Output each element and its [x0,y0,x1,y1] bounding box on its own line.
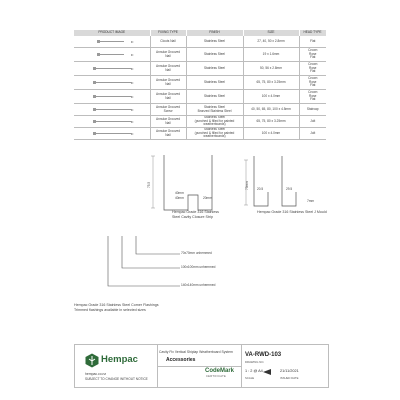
page-subtitle: Accessories [166,357,196,363]
codemark-sub: CERTIFICATE [206,375,227,378]
annular-nail-icon [90,53,134,57]
header-product-image: PRODUCT IMAGE [74,30,150,36]
issued-date-label: ISSUED DATE [280,376,299,380]
issued-date: 21/11/2021 [280,369,299,373]
table-row [74,62,326,76]
system-name: Cavity Fix Vertical Shiplap Weatherboard System [159,350,233,354]
head-cell: Flat [299,36,326,48]
product-image-cell [74,128,150,140]
finish-cell: Stainless Steel Bronzed Stainless Steel [186,104,243,116]
header-fixing-type: FIXING TYPE [150,30,186,36]
jolt-nail-icon [90,132,134,136]
j-mould-drawing [242,150,322,215]
flashing-label-100: 100x100mm unhemmed [181,265,216,269]
fixing-cell: Annular Grooved Screw [150,104,186,116]
fixing-cell: Annular Grooved Nail [150,116,186,128]
head-cell: Staircap [299,104,326,116]
jolt-nail-icon [90,120,134,124]
cavity-dim-height: 75.5 [147,181,151,188]
fixing-cell: Annular Grooved Nail [150,90,186,104]
size-cell: 19 x 1.6mm [243,48,299,62]
header-finish: FINISH [186,30,243,36]
product-image-cell [74,62,150,76]
finish-cell: Stainless Steel [186,36,243,48]
cavity-dim-a: 40mm [175,191,184,195]
product-image-cell [74,48,150,62]
table-row [74,90,326,104]
hempac-logo-icon [85,353,99,368]
size-cell: 100 x 4.0mm [243,128,299,140]
head-cell: Crown Rose Flat [299,76,326,90]
head-cell: Crown Rose Flat [299,62,326,76]
head-cell: Jolt [299,128,326,140]
finish-cell: Stainless Steel [186,62,243,76]
flashing-label-140: 140x140mm unhemmed [181,283,216,287]
size-cell: 40, 50, 65, 80, 100 x 4.5mm [243,104,299,116]
finish-cell: Stainless Steel [186,48,243,62]
brand-name: Hempac [101,354,138,365]
header-head-type: HEAD TYPE [299,30,326,36]
drawing-number: VA-RWD-103 [245,352,282,358]
corner-flashing-caption: Hempac Grade 316 Stainless Steel Corner Flashings Trimmed flashings available in selected sizes [74,303,159,312]
mould-dim-height: 75mm [245,181,249,190]
head-cell: Jolt [299,116,326,128]
table-row [74,36,326,48]
annular-nail-icon [90,95,134,99]
head-cell: Crown Rose Flat [299,48,326,62]
head-cell: Crown Rose Flat [299,90,326,104]
product-image-cell [74,104,150,116]
product-image-cell [74,90,150,104]
table-row [74,116,326,128]
annular-screw-icon [90,108,134,112]
finish-cell: Stainless Steel (punched & filled for painted weatherboards) [186,116,243,128]
finish-cell: Stainless Steel [186,76,243,90]
cavity-dim-b: 40mm [175,196,184,200]
cavity-strip-caption: Hempac Grade 316 Stainless Steel Cavity Closure Strip [172,210,219,219]
codemark-logo: CodeMark [205,368,235,374]
table-row [74,104,326,116]
header-size: SIZE [243,30,299,36]
fixing-cell: Annular Grooved Nail [150,76,186,90]
clout-nail-icon [90,40,134,44]
size-cell: 100 x 4.0mm [243,90,299,104]
product-table [74,30,327,140]
annular-nail-icon [90,67,134,71]
mould-dim-a: 20.5 [257,187,264,191]
finish-cell: Stainless Steel [186,90,243,104]
scale-value: 1 : 2 @ A4 [245,369,263,373]
mould-caption: Hempac Grade 316 Stainless Steel J Mould [257,210,327,214]
arrow-icon [263,369,275,375]
fixing-cell: Clouts Nail [150,36,186,48]
scale-label: SCALE [245,376,255,380]
mould-dim-b: 29.5 [286,187,293,191]
title-block [74,344,329,388]
size-cell: 65, 75, 80 x 3.25mm [243,116,299,128]
size-cell: 65, 75, 80 x 3.25mm [243,76,299,90]
drawing-label: DRAWING NO. [245,360,265,364]
product-image-cell [74,116,150,128]
table-row [74,76,326,90]
table-row [74,48,326,62]
cavity-dim-c: 20mm [203,196,212,200]
finish-cell: Stainless Steel (punched & filled for painted weatherboards) [186,128,243,140]
table-row [74,128,326,140]
product-image-cell [74,36,150,48]
fixing-cell: Annular Grooved Nail [150,128,186,140]
size-cell: 50, 56 x 2.8mm [243,62,299,76]
mould-dim-c: 7mm [307,199,315,203]
fixing-cell: Annular Grooved Nail [150,48,186,62]
website: hempac.co.nz [85,372,107,376]
size-cell: 27, 40, 50 x 2.8mm [243,36,299,48]
product-image-cell [74,76,150,90]
flashing-label-70: 70x70mm unhemmed [181,251,212,255]
disclaimer: SUBJECT TO CHANGE WITHOUT NOTICE [85,377,148,381]
annular-nail-icon [90,81,134,85]
fixing-cell: Annular Grooved Nail [150,62,186,76]
